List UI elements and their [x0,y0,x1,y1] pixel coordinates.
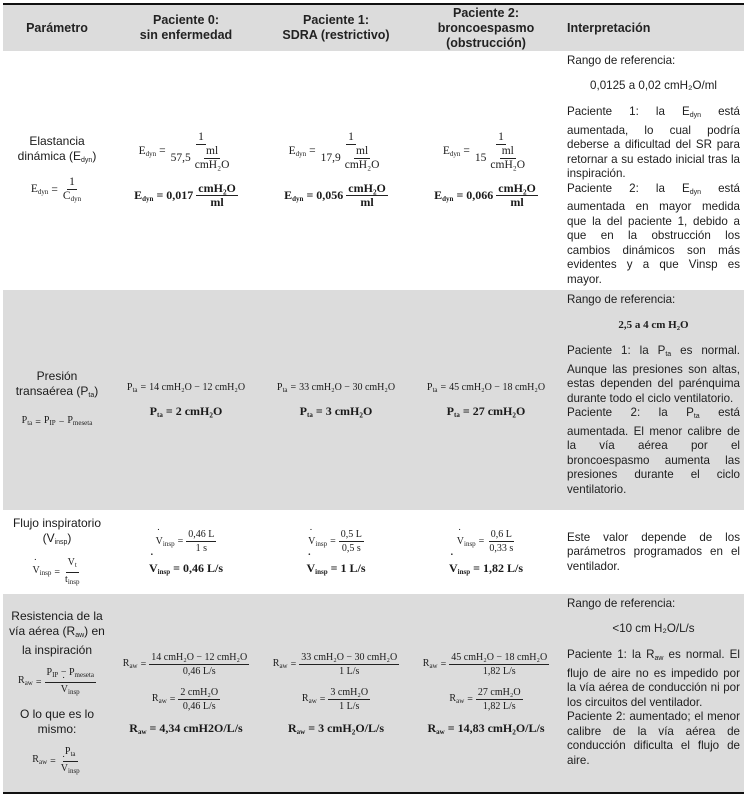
param-resistencia-label [3,609,111,658]
flujo-paciente-0 [111,512,261,592]
sym: P [68,666,75,678]
eq: = [290,658,297,670]
unit-den: ml [210,194,224,209]
sym: ˙ V [61,684,68,695]
frac-num: 1 [198,130,204,143]
flujo-interpretacion [561,512,744,592]
sym: P [43,415,50,426]
eq: = [309,145,316,157]
paren: ) [94,384,99,398]
parameters-table [3,3,744,794]
ref-value: <10 cm H₂O/L/s [612,621,695,635]
eq: = [440,658,447,670]
table-row-resistencia [3,592,744,792]
param-resistencia-formula-1 [18,666,96,699]
sym: P [686,406,694,419]
unit-num: ml [501,144,514,157]
unit-num: cmH₂O [348,180,386,195]
sym-sub: aw [24,679,33,687]
eq: = [315,403,323,418]
sym: P [149,403,158,418]
table-row-presion-transaerea [3,288,744,510]
eq: = [35,676,42,688]
flujo-p1-result [307,561,366,576]
fraction [61,176,83,206]
sym: E [681,105,690,118]
sym-sub: ta [665,351,672,358]
eq: = [54,566,61,578]
unit-den: cmH₂O [344,158,380,171]
presion-p1-result [300,404,373,419]
result-value: 0,46 L/s [182,561,223,575]
elastancia-paciente-2 [411,51,561,288]
param-elastancia [3,51,111,288]
sym: P [67,415,73,426]
coef: 57,5 [170,151,191,164]
resistencia-p0-calc [123,651,249,678]
resistencia-paciente-0 [111,594,261,792]
sym: E [434,187,443,202]
frac-num: 2 cmH₂O [180,686,219,698]
sym: ˙ V [149,561,158,575]
unit-num: cmH₂O [198,180,236,195]
elastancia-p2-result [434,182,538,209]
resistencia-p2-calc [423,651,549,678]
sym-sub: meseta [74,670,94,679]
ref-label: Rango de referencia: [567,597,676,610]
eq: = [456,187,464,202]
unit-den: ml [360,194,374,209]
calc: 14 cmH₂O − 12 cmH₂O [149,382,246,393]
header-parametro-label: Parámetro [26,20,88,35]
elastancia-p1-calc [289,131,384,172]
header-p1-line2: SDRA (restrictivo) [282,28,390,42]
txt: Paciente 2: la [567,406,687,419]
table-row-flujo-inspiratorio [3,510,744,592]
frac-den: t [65,573,68,585]
sym-sub: meseta [72,419,93,427]
frac-num: 0,46 L [188,529,215,540]
elastancia-p0-result [134,182,238,209]
unit-num: cmH₂O [498,180,536,195]
resistencia-paciente-1 [261,594,411,792]
sym-sub: aw [279,662,288,670]
sym-sub: dyn [142,194,154,203]
fraction [319,131,384,172]
sym: R [129,720,138,735]
sym: R [18,675,25,686]
sym: ˙ V [33,565,40,576]
param-resistencia-formula-2 [32,745,81,778]
calc: 45 cmH₂O − 18 cmH₂O [449,382,546,393]
header-p2-line1: Paciente 2: [452,5,519,20]
header-p0-line1: Paciente 0: [152,13,219,27]
frac-num: 1 [69,175,75,188]
frac-den-sub: dyn [70,194,82,203]
sym: R [427,720,437,735]
param-elastancia-formula [31,176,83,206]
result-value: 1,82 L/s [482,561,523,575]
sym: ˙ V [61,763,68,774]
coef: 17,9 [320,151,341,164]
presion-paciente-1 [261,290,411,510]
eq: = [35,416,41,428]
result-value: 0,056 [316,187,344,202]
param-resistencia [3,594,111,792]
paren: ) [92,148,97,163]
frac-den: 1 L/s [339,665,360,677]
sym: P [426,381,433,393]
eq: = [169,693,176,705]
param-label-text: Presión transaérea (P [15,369,89,398]
sym: P [64,745,71,757]
header-interp-label: Interpretación [567,20,651,35]
elastancia-p2-calc [443,131,529,172]
frac-den: 0,46 L/s [182,700,216,712]
result-value: 27 cmH₂O [472,403,526,418]
unit-num: ml [206,144,219,157]
param-flujo-formula [33,556,82,589]
txt: Paciente 1: la [567,344,658,357]
minus: − [58,416,65,428]
sym-sub: dyn [295,149,307,158]
flujo-p0-result [149,561,223,576]
sym: P [446,403,455,418]
sym: E [134,187,143,202]
frac-num: 27 cmH₂O [477,686,521,698]
paren: ) [67,530,72,545]
sym-sub: aw [129,662,138,670]
eq: = [306,187,314,202]
eq: = [177,536,184,547]
frac-num-sub: t [74,560,77,569]
sym-sub: aw [436,727,445,736]
header-p2-line2: broncoespasmo [437,20,535,35]
sym: E [288,144,296,157]
param-elastancia-label [3,134,111,168]
sym-sub: ta [432,385,438,394]
result-value: 14,83 cmH₂O/L/s [457,720,545,735]
sym-sub: dyn [37,187,49,196]
txt: es normal. El flujo de aire no es impedido por la vía aérea de conducción ni por los circuitos del ventilador. [567,648,740,709]
sym-sub: dyn [449,149,461,158]
sym-sub: ta [157,410,163,419]
flujo-p0-calc [156,528,217,555]
coef: 15 [474,151,487,164]
txt: Paciente 1: la [567,105,682,118]
sym: ˙ V [457,536,464,547]
result-value: 0,066 [466,187,494,202]
eq: = [165,403,173,418]
param-sub: aw [75,631,85,639]
eq: = [478,536,485,547]
param-flujo [3,512,111,592]
result-value: 2 cmH₂O [175,403,223,418]
frac-den: 1 L/s [339,700,360,712]
result-value: 3 cmH₂O/L/s [318,720,384,735]
presion-paciente-2 [411,290,561,510]
sym-sub: dyn [292,194,304,203]
frac-num: 0,6 L [490,529,512,540]
sym: P [657,344,666,357]
sym-sub: insp [315,539,328,548]
sym-sub: dyn [442,194,454,203]
frac-num: 0,5 L [340,529,362,540]
eq: = [462,403,470,418]
flujo-p1-calc [308,528,364,555]
flujo-paciente-2 [411,512,561,592]
header-paciente-1 [261,5,411,51]
sym: P [299,403,308,418]
frac-num: V [67,556,75,568]
sym: ˙ V [156,536,163,547]
sym: R [646,648,655,661]
txt: está aumentada en mayor medida que la del paciente 1, debido a que en la obstrucción los cambios dinámicos son más evidentes y a que Vinsp es mayor. [567,181,740,286]
eq: = [447,720,455,735]
calc: 33 cmH₂O − 30 cmH₂O [299,382,396,393]
sym: E [138,144,146,157]
sym: ˙ V [308,536,315,547]
eq: = [467,693,473,705]
sym-sub: insp [162,539,175,548]
interp-p1 [567,648,740,710]
unit-den: ml [510,194,524,209]
interp-p2: Paciente 2: aumentado; el menor calibre de la vía aérea de conducción dificulta el flujo de aire. [567,710,740,767]
eq: = [149,720,157,735]
eq: = [290,382,297,393]
unit-den: cmH₂O [194,158,230,171]
header-p2-line3: (obstrucción) [446,35,526,50]
presion-paciente-0 [111,290,261,510]
sym-sub: aw [429,662,438,670]
eq: = [330,561,338,575]
eq: = [140,658,147,670]
header-p0-line2: sin enfermedad [139,28,233,42]
sym-sub: ta [454,410,460,419]
txt: está aumentada. El menor calibre de la vía aérea por el broncoespasmo aumenta las presiones durante el ciclo ventilatorio. [567,406,740,496]
eq: = [440,382,447,393]
sym-sub: aw [158,697,167,705]
ref-label: Rango de referencia: [567,54,676,67]
param-label-sym [43,531,72,550]
sym: E [284,187,293,202]
sym: P [21,415,28,426]
eq: = [308,720,316,735]
frac-num: 1 [348,130,354,143]
param-sub: dyn [81,156,93,164]
frac-den: C [62,189,71,202]
param-presion-formula [22,413,93,431]
param-label-text: Resistencia de la vía aérea (R [9,608,103,638]
frac-num: 14 cmH₂O − 12 cmH₂O [151,651,248,663]
frac-num: 1 [498,130,504,143]
interp-p2 [567,182,740,288]
presion-p2-calc [427,382,545,394]
unit-num: ml [356,144,369,157]
sym: R [32,754,39,765]
flujo-p2-calc [457,528,515,555]
sym: R [151,693,159,704]
param-presion [3,290,111,510]
param-label-tail: ) en la inspiración [21,623,105,657]
interp-p1 [567,105,740,182]
flujo-paciente-1 [261,512,411,592]
fraction [473,131,529,172]
sym: R [122,658,130,669]
sym-sub: aw [308,697,317,705]
sym: ˙ V [307,561,316,575]
resistencia-p0-result [129,721,242,736]
sym: P [46,666,53,678]
sym: E [30,182,38,195]
resistencia-p1-calc [273,651,399,678]
elastancia-paciente-0 [111,51,261,288]
eq: = [473,561,480,575]
sym-sub: insp [157,568,171,576]
param-label-text: Elastancia dinámica (E [17,133,85,163]
ref-value: 2,5 a 4 cm H₂O [618,318,689,331]
sym-sub: dyn [689,188,702,196]
sym: ˙ V [449,561,458,575]
frac-den: 0,5 s [341,543,361,554]
presion-p1-calc [277,382,395,394]
presion-interpretacion [561,290,744,510]
eq: = [156,187,164,202]
table-header [3,5,744,51]
sym-sub: aw [456,697,465,705]
sym: P [276,381,283,393]
unit-den: cmH₂O [490,158,526,171]
sym-sub: insp [464,539,476,548]
header-interpretacion [561,5,744,51]
txt: está aumentada, lo cual podría deberse a dificultad del SR para retornar a su estado inicial tras la inspiración. [567,105,740,180]
param-sub: insp [54,538,68,546]
ref-value: 0,0125 a 0,02 cmH₂O/ml [590,78,717,92]
header-p1-line1: Paciente 1: [302,13,369,27]
interp-text: Este valor depende de los parámetros programados en el ventilador. [567,530,740,573]
eq: = [159,145,166,157]
presion-p2-result [447,404,526,419]
sym-sub: ta [693,413,700,420]
sym: E [681,181,690,195]
sym-sub: insp [68,687,80,696]
sym-sub: ta [70,749,76,758]
sym-sub: ta [282,385,288,394]
sym-sub: aw [137,727,147,736]
eq: = [173,561,180,575]
sym: E [442,144,450,157]
eq: = [51,184,58,196]
txt: Paciente 1: la [567,648,647,661]
sym-sub: ta [27,419,33,427]
frac-den: 1,82 L/s [482,700,516,712]
result-value: 1 L/s [340,561,366,575]
interp-p2 [567,406,740,497]
sym-sub: ta [307,410,313,419]
elastancia-interpretacion [561,51,744,288]
eq: = [463,145,470,157]
resistencia-interpretacion [561,594,744,792]
header-paciente-0 [111,5,261,51]
presion-p0-result [150,404,223,419]
sym-sub: insp [457,568,471,576]
sym: R [301,693,309,704]
sym-sub: insp [68,766,80,775]
txt: Paciente 2: la [567,181,682,195]
sym-sub: aw [296,727,306,736]
frac-den-sub: insp [67,577,80,586]
eq: = [50,755,56,767]
sym: R [287,720,297,735]
frac-den: 1 s [195,543,207,554]
elastancia-p1-result [284,182,388,209]
interp-p1 [567,344,740,406]
elastancia-p0-calc [139,131,234,172]
sym-sub: dyn [689,112,702,119]
frac-den: 1,82 L/s [482,665,516,677]
param-sub: ta [88,392,95,399]
fraction [169,131,234,172]
txt: (V [42,530,55,545]
flujo-p2-result [449,561,523,576]
sym-sub: insp [39,569,52,577]
table-row-elastancia [3,51,744,288]
sym-sub: insp [315,568,328,576]
sym-sub: dyn [145,149,157,158]
frac-num: 3 cmH₂O [330,686,369,698]
frac-num: 45 cmH₂O − 18 cmH₂O [451,651,548,663]
txt: es normal. Aunque las presiones son altas, estas dependen del parénquima durante todo el ciclo ventilatorio. [567,344,740,405]
param-label-text: Flujo inspiratorio [12,515,102,530]
minus: − [60,666,67,678]
param-or-text: O lo que es lo mismo: [19,706,95,736]
eq: = [330,536,336,547]
result-value: 4,34 cmH2O/L/s [159,720,243,735]
sym: R [449,693,457,704]
param-presion-label [3,369,111,403]
resistencia-paciente-2 [411,594,561,792]
result-value: 3 cmH₂O [325,403,373,418]
ref-label: Rango de referencia: [567,293,676,306]
sym-sub: IP [52,670,59,679]
frac-den: 0,33 s [489,543,514,554]
resistencia-p1-step [302,686,370,713]
eq: = [140,382,147,393]
sym: R [422,658,430,669]
sym-sub: ta [132,385,138,394]
sym-sub: aw [654,655,664,662]
sym: P [126,381,133,393]
resistencia-p0-step [152,686,220,713]
result-value: 0,017 [166,187,194,202]
sym-sub: IP [49,419,56,427]
eq: = [319,693,326,705]
resistencia-p2-step [449,686,522,713]
sym-sub: aw [38,758,48,766]
sym: R [272,658,280,669]
presion-p0-calc [127,382,245,394]
frac-den: 0,46 L/s [182,665,216,677]
header-parametro [3,5,111,51]
resistencia-p2-result [427,721,544,736]
elastancia-paciente-1 [261,51,411,288]
frac-num: 33 cmH₂O − 30 cmH₂O [301,651,398,663]
resistencia-p1-result [288,721,384,736]
header-paciente-2 [411,5,561,51]
